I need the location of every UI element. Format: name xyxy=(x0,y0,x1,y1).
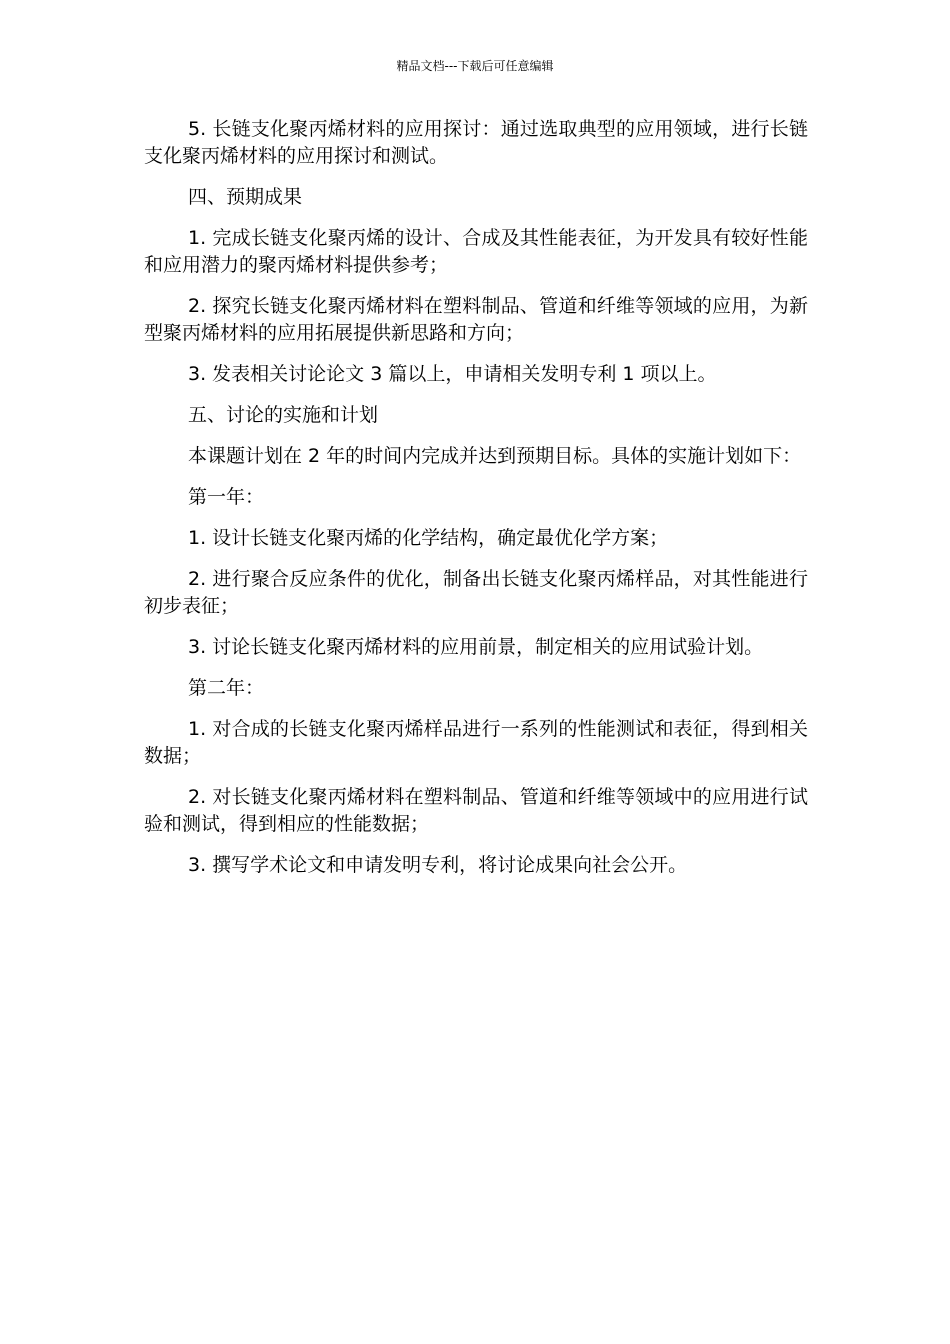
paragraph-year1-item-2: 2. 进行聚合反应条件的优化，制备出长链支化聚丙烯样品，对其性能进行初步表征； xyxy=(144,568,808,617)
paragraph-result-2: 2. 探究长链支化聚丙烯材料在塑料制品、管道和纤维等领域的应用，为新型聚丙烯材料的应用拓展提供新思路和方向； xyxy=(144,295,808,344)
section-heading-implementation-plan: 五、讨论的实施和计划 xyxy=(188,404,379,426)
page-header: 精品文档---下载后可任意编辑 xyxy=(396,59,554,73)
paragraph-result-3: 3. 发表相关讨论论文 3 篇以上，申请相关发明专利 1 项以上。 xyxy=(188,363,717,385)
paragraph-application-study: 5. 长链支化聚丙烯材料的应用探讨：通过选取典型的应用领域，进行长链支化聚丙烯材料的应用探讨和测试。 xyxy=(144,118,808,167)
paragraph-result-1: 1. 完成长链支化聚丙烯的设计、合成及其性能表征，为开发具有较好性能和应用潜力的聚丙烯材料提供参考； xyxy=(144,227,808,276)
section-heading-expected-results: 四、预期成果 xyxy=(188,186,303,208)
subheading-first-year: 第一年： xyxy=(188,486,265,508)
paragraph-year1-item-3: 3. 讨论长链支化聚丙烯材料的应用前景，制定相关的应用试验计划。 xyxy=(188,636,764,658)
paragraph-year2-item-1: 1. 对合成的长链支化聚丙烯样品进行一系列的性能测试和表征，得到相关数据； xyxy=(144,718,808,767)
paragraph-plan-intro: 本课题计划在 2 年的时间内完成并达到预期目标。具体的实施计划如下： xyxy=(188,445,802,467)
paragraph-year2-item-3: 3. 撰写学术论文和申请发明专利，将讨论成果向社会公开。 xyxy=(188,854,688,876)
paragraph-year1-item-1: 1. 设计长链支化聚丙烯的化学结构，确定最优化学方案； xyxy=(188,527,669,549)
subheading-second-year: 第二年： xyxy=(188,677,265,699)
paragraph-year2-item-2: 2. 对长链支化聚丙烯材料在塑料制品、管道和纤维等领域中的应用进行试验和测试，得到相应的性能数据； xyxy=(144,786,808,835)
document-body xyxy=(144,116,808,893)
